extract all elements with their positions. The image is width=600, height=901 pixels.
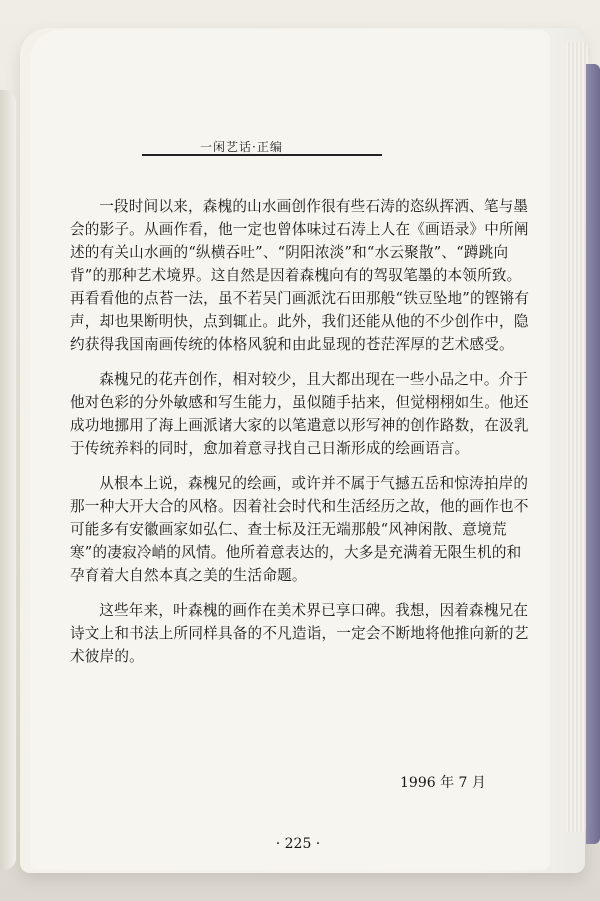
running-header: 一闲艺话·正编: [200, 140, 283, 154]
date-line: 1996 年 7 月: [400, 775, 486, 791]
page-number: · 225 ·: [275, 836, 321, 852]
paragraph-2: 森槐兄的花卉创作，相对较少，且大都出现在一些小品之中。介于他对色彩的分外敏感和写生能力，虽似随手拈来，但觉栩栩如生。他还成功地挪用了海上画派诸大家的以笔遣意以形写神的创作路数，在汲乳于传统养料的同时，愈加着意寻找自己日渐形成的绘画语言。: [70, 371, 529, 457]
paragraph-3: 从根本上说，森槐兄的绘画，或许并不属于气撼五岳和惊涛拍岸的那一种大开大合的风格。因着社会时代和生活经历之故，他的画作也不可能多有安徽画家如弘仁、查士标及汪无端那般“风神闲散、意境荒寒”的凄寂冷峭的风情。他所着意表达的，大多是充满着无限生机的和孕育着大自然本真之美的生活命题。: [70, 475, 529, 584]
book-page: [30, 30, 550, 870]
header-rule: [142, 154, 382, 156]
paragraph-1: 一段时间以来，森槐的山水画创作很有些石涛的恣纵挥洒、笔与墨会的影子。从画作看，他一定也曾体味过石涛上人在《画语录》中所阐述的有关山水画的“纵横吞吐”、“阴阳浓淡”和“水云聚散”、“蹲跳向背”的那种艺术境界。这自然是因着森槐向有的驾驭笔墨的本领所致。再看看他的点苔一法，虽不若吴门画派沈石田那般“铁豆坠地”的铿锵有声，却也果断明快，点到辄止。此外，我们还能从他的不少创作中，隐约获得我国南画传统的体格风貌和由此显现的苍茫浑厚的艺术感受。: [70, 198, 530, 353]
left-page-edge: [0, 90, 16, 870]
paragraph-4: 这些年来，叶森槐的画作在美术界已享口碑。我想，因着森槐兄在诗文上和书法上所同样具备的不凡造诣，一定会不断地将他推向新的艺术彼岸的。: [70, 602, 529, 665]
book-cover-edge: [586, 64, 600, 844]
body-text: [70, 195, 530, 678]
